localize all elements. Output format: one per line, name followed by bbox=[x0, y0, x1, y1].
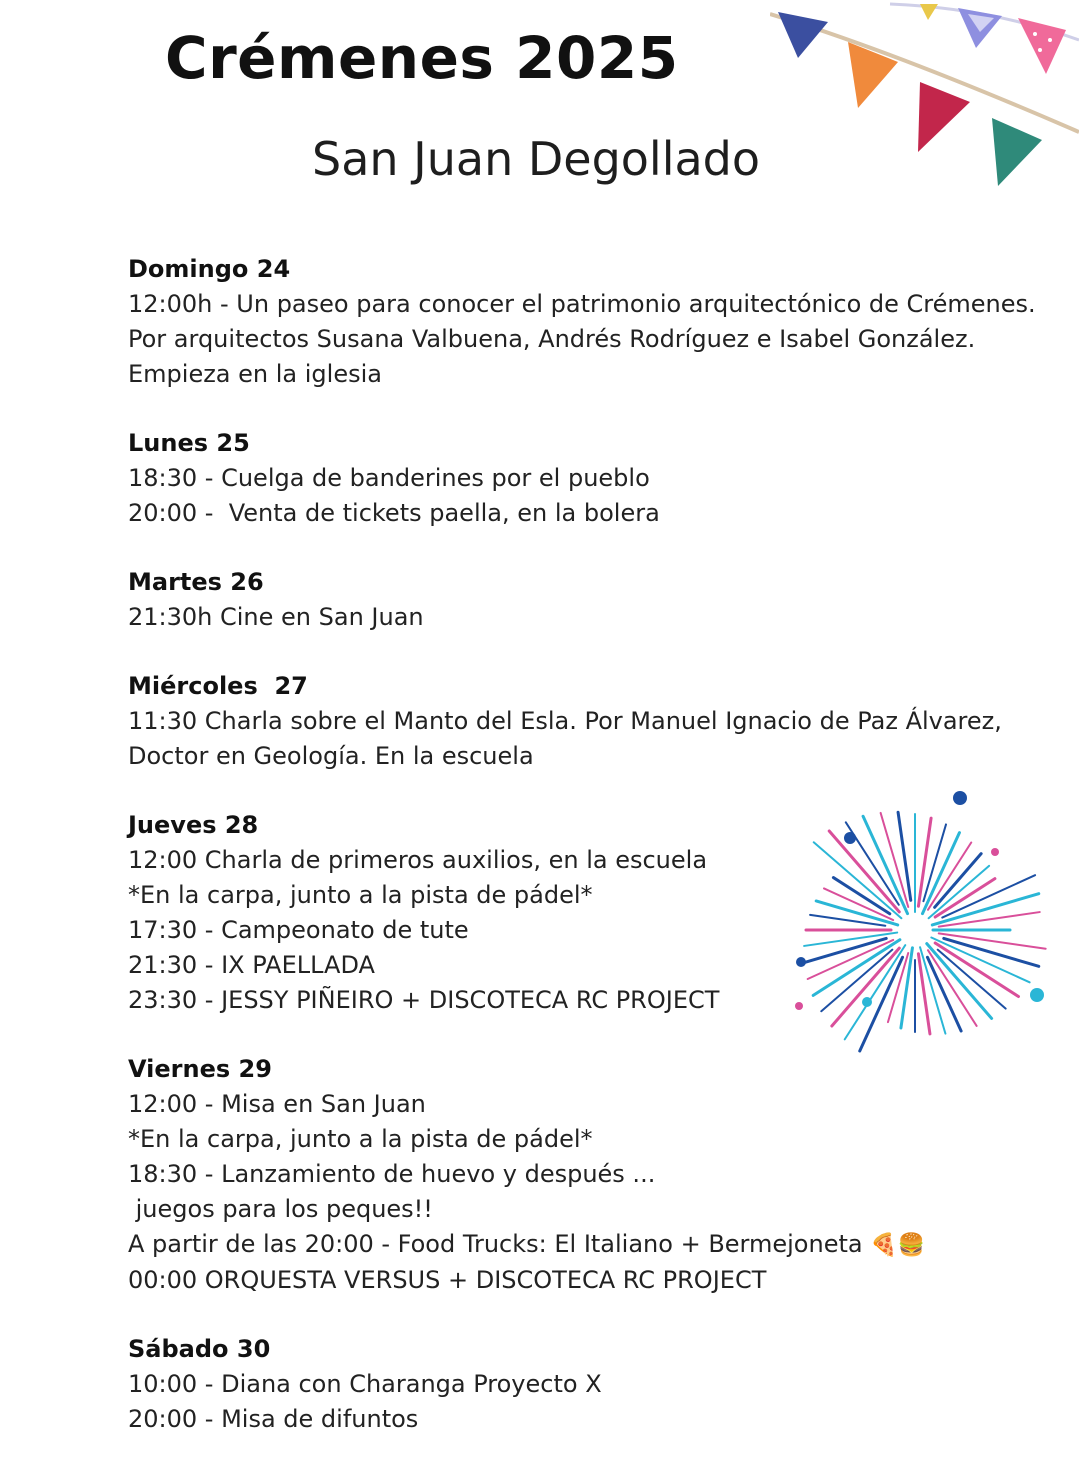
event-line: 12:00 Charla de primeros auxilios, en la escuela bbox=[128, 846, 708, 874]
event-line: 12:00h - Un paseo para conocer el patrimonio arquitectónico de Crémenes. bbox=[128, 290, 1036, 318]
pizza-burger-icon: 🍕🍔 bbox=[870, 1233, 926, 1258]
day-sabado bbox=[128, 1332, 1058, 1437]
event-line: *En la carpa, junto a la pista de pádel* bbox=[128, 881, 593, 909]
day-heading: Jueves 28 bbox=[128, 811, 259, 839]
bunting-flags-icon bbox=[770, 0, 1079, 200]
day-heading: Lunes 25 bbox=[128, 429, 250, 457]
event-line: Empieza en la iglesia bbox=[128, 360, 382, 388]
event-line: 17:30 - Campeonato de tute bbox=[128, 916, 469, 944]
day-martes bbox=[128, 565, 1058, 635]
event-line: 18:30 - Lanzamiento de huevo y después ... bbox=[128, 1160, 656, 1188]
day-lunes bbox=[128, 426, 1058, 531]
event-line: 20:00 - Venta de tickets paella, en la bolera bbox=[128, 499, 660, 527]
event-line: Doctor en Geología. En la escuela bbox=[128, 742, 534, 770]
day-heading: Miércoles 27 bbox=[128, 672, 308, 700]
day-jueves bbox=[128, 808, 1058, 1018]
day-domingo bbox=[128, 252, 1058, 392]
event-line: Por arquitectos Susana Valbuena, Andrés Rodríguez e Isabel González. bbox=[128, 325, 976, 353]
event-line: 00:00 ORQUESTA VERSUS + DISCOTECA RC PROJECT bbox=[128, 1266, 767, 1294]
event-line: 11:30 Charla sobre el Manto del Esla. Por Manuel Ignacio de Paz Álvarez, bbox=[128, 707, 1002, 735]
event-line: 20:00 - Misa de difuntos bbox=[128, 1405, 419, 1433]
event-line: 10:00 - Diana con Charanga Proyecto X bbox=[128, 1370, 602, 1398]
day-heading: Martes 26 bbox=[128, 568, 264, 596]
day-heading: Viernes 29 bbox=[128, 1055, 272, 1083]
event-line: juegos para los peques!! bbox=[128, 1195, 433, 1223]
day-heading: Domingo 24 bbox=[128, 255, 291, 283]
event-line: 21:30h Cine en San Juan bbox=[128, 603, 424, 631]
event-line: 12:00 - Misa en San Juan bbox=[128, 1090, 426, 1118]
event-line: *En la carpa, junto a la pista de pádel* bbox=[128, 1125, 593, 1153]
event-line: 23:30 - JESSY PIÑEIRO + DISCOTECA RC PROJECT bbox=[128, 986, 720, 1014]
day-miercoles bbox=[128, 669, 1058, 774]
event-text: A partir de las 20:00 - Food Trucks: El Italiano + Bermejoneta bbox=[128, 1230, 863, 1258]
page-title: Crémenes 2025 bbox=[165, 24, 679, 92]
event-line: 18:30 - Cuelga de banderines por el pueblo bbox=[128, 464, 650, 492]
page-subtitle: San Juan Degollado bbox=[312, 132, 761, 186]
day-heading: Sábado 30 bbox=[128, 1335, 271, 1363]
event-line: 21:30 - IX PAELLADA bbox=[128, 951, 375, 979]
day-viernes bbox=[128, 1052, 1058, 1298]
event-program bbox=[128, 252, 1058, 1471]
event-line-food-trucks bbox=[128, 1227, 1058, 1263]
